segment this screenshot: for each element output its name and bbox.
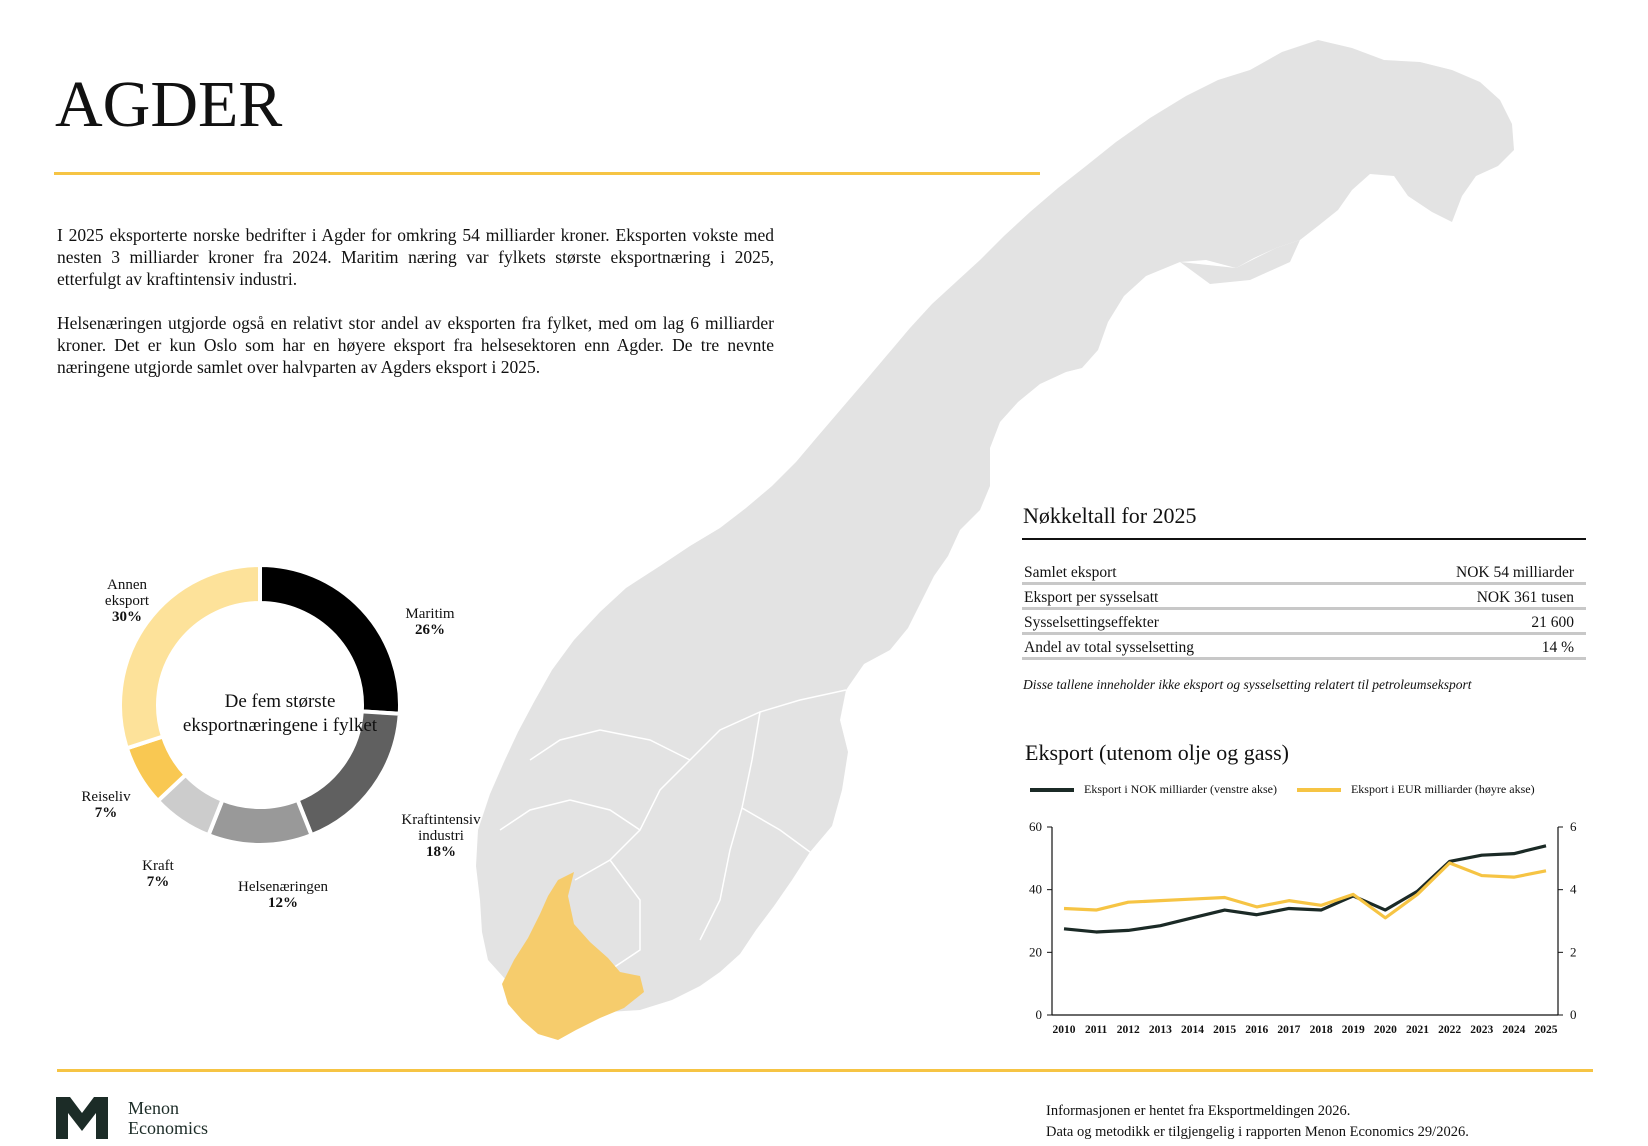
donut-label-maritim: [375, 606, 485, 638]
footer-rule: [57, 1069, 1593, 1072]
donut-center-label: De fem største eksportnæringene i fylket: [182, 691, 378, 736]
keyfigures-label: Sysselsettingseffekter: [1024, 614, 1159, 631]
keyfigures-rule: [1022, 538, 1586, 540]
y-tick-left: 40: [1029, 881, 1042, 897]
legend-eur-swatch: [1297, 788, 1341, 792]
donut-label-kraft: [128, 858, 188, 890]
donut-label-helse-pct: 12%: [268, 895, 298, 911]
donut-label-reiseliv: [66, 789, 146, 821]
menon-logo-icon: [56, 1097, 108, 1139]
intro-paragraph-2: Helsenæringen utgjorde også en relativt stor andel av eksporten fra fylket, med om lag 6 milliarder kroner. Det er kun Oslo som har en høyere eksport fra helsesektoren enn Agder. De tre nevnte næringene utgjorde samlet over halvparten av Agders eksport i 2025.: [57, 313, 774, 377]
x-tick-label: 2023: [1470, 1024, 1494, 1036]
x-tick-label: 2025: [1534, 1024, 1558, 1036]
y-tick-right: 6: [1570, 819, 1577, 834]
y-tick-left: 20: [1029, 944, 1042, 960]
donut-label-reiseliv-pct: 7%: [94, 805, 118, 821]
series-line-nok: [1064, 846, 1546, 932]
keyfigures-value: NOK 54 milliarder: [1456, 564, 1574, 581]
donut-label-kraft-pct: 7%: [146, 874, 170, 890]
y-tick-right: 2: [1570, 944, 1577, 960]
donut-label-kraftintensiv-name: Kraftintensiv industri: [401, 812, 481, 844]
x-tick-label: 2024: [1502, 1024, 1526, 1036]
keyfigures-title: Nøkkeltall for 2025: [1023, 503, 1197, 528]
x-tick-label: 2021: [1405, 1024, 1429, 1036]
donut-label-annen-name: Annen eksport: [104, 577, 150, 609]
y-tick-right: 4: [1570, 881, 1577, 897]
keyfigures-label: Eksport per sysselsatt: [1024, 589, 1159, 606]
keyfigures-row: [1022, 637, 1586, 660]
legend-nok-label: Eksport i NOK milliarder (venstre akse): [1084, 782, 1277, 796]
x-tick-label: 2012: [1116, 1024, 1140, 1036]
intro-text: [57, 224, 774, 400]
y-tick-left: 0: [1035, 1007, 1042, 1022]
donut-label-maritim-name: Maritim: [405, 606, 455, 622]
page-title: AGDER: [55, 68, 283, 141]
legend-nok-swatch: [1030, 788, 1074, 792]
donut-label-annen: [92, 577, 162, 625]
brand-name: [128, 1098, 208, 1138]
x-tick-label: 2016: [1245, 1024, 1269, 1036]
x-tick-label: 2011: [1084, 1024, 1108, 1036]
keyfigures-row: [1022, 562, 1586, 585]
x-tick-label: 2015: [1213, 1024, 1237, 1036]
donut-label-maritim-pct: 26%: [415, 622, 445, 638]
line-chart-legend: [1030, 782, 1535, 797]
keyfigures-value: 21 600: [1531, 614, 1574, 631]
export-line-chart: [1010, 815, 1610, 1050]
keyfigures-row: [1022, 587, 1586, 610]
x-tick-label: 2013: [1148, 1024, 1172, 1036]
x-tick-label: 2017: [1277, 1024, 1301, 1036]
line-chart-title: Eksport (utenom olje og gass): [1025, 740, 1289, 765]
donut-label-helse: [218, 879, 348, 911]
brand-line-1: Menon: [128, 1098, 179, 1118]
x-tick-label: 2018: [1309, 1024, 1333, 1036]
keyfigures-label: Andel av total sysselsetting: [1024, 639, 1195, 656]
keyfigures-value: NOK 361 tusen: [1476, 589, 1574, 606]
donut-label-kraft-name: Kraft: [142, 858, 174, 874]
donut-label-reiseliv-name: Reiseliv: [81, 789, 131, 805]
intro-paragraph-1: I 2025 eksporterte norske bedrifter i Agder for omkring 54 milliarder kroner. Eksporten vokste med nesten 3 milliarder kroner fra 2024. Maritim næring var fylkets største eksportnæring i 2025, etterfulgt av kraftintensiv industri.: [57, 225, 774, 289]
legend-eur-label: Eksport i EUR milliarder (høyre akse): [1350, 782, 1535, 796]
keyfigures-note: Disse tallene inneholder ikke eksport og sysselsetting relatert til petroleumseksport: [1023, 677, 1472, 692]
keyfigures-row: [1022, 612, 1586, 635]
keyfigures-table: [1022, 562, 1586, 662]
donut-label-helse-name: Helsenæringen: [238, 879, 328, 895]
x-tick-label: 2014: [1181, 1024, 1205, 1036]
footer-source-line-1: Informasjonen er hentet fra Eksportmeldingen 2026.: [1046, 1103, 1351, 1119]
donut-slice-2: [208, 800, 311, 845]
keyfigures-value: 14 %: [1541, 639, 1574, 656]
donut-label-annen-pct: 30%: [112, 609, 142, 625]
x-tick-label: 2022: [1438, 1024, 1462, 1036]
x-tick-label: 2010: [1052, 1024, 1076, 1036]
keyfigures-label: Samlet eksport: [1024, 564, 1117, 581]
donut-label-kraftintensiv: [386, 812, 496, 860]
donut-label-kraftintensiv-pct: 18%: [426, 844, 456, 860]
y-tick-right: 0: [1570, 1007, 1577, 1022]
brand-line-2: Economics: [128, 1118, 208, 1138]
title-underline: [54, 172, 1040, 175]
x-tick-label: 2019: [1341, 1024, 1365, 1036]
footer-source-line-2: Data og metodikk er tilgjengelig i rapporten Menon Economics 29/2026.: [1046, 1124, 1469, 1140]
x-tick-label: 2020: [1373, 1024, 1397, 1036]
footer-source: [1046, 1101, 1469, 1143]
y-tick-left: 60: [1029, 819, 1042, 834]
